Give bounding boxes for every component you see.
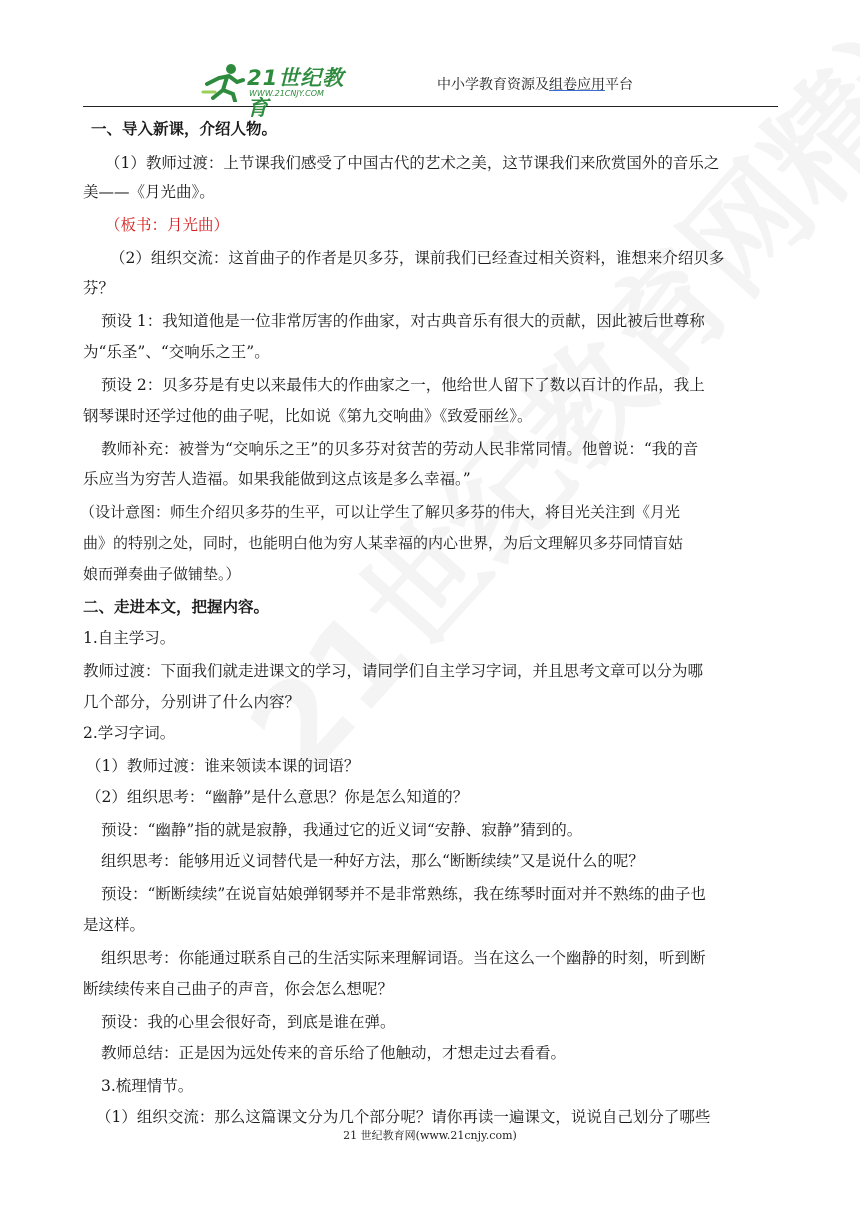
paragraph-line: 2.学习字词。 — [83, 724, 176, 742]
paragraph-line: （2）组织思考：“幽静”是什么意思？你是怎么知道的？ — [86, 788, 469, 806]
section-heading: 二、走进本文，把握内容。 — [83, 597, 270, 616]
paragraph-line: 断续续传来自己曲子的声音，你会怎么想呢？ — [83, 980, 394, 998]
logo-url: WWW.21CNJY.COM — [249, 89, 324, 98]
paragraph-line: （1）教师过渡：上节课我们感受了中国古代的艺术之美，这节课我们来欣赏国外的音乐之 — [105, 154, 720, 172]
paragraph-line: 芬？ — [83, 279, 115, 297]
runner-logo-icon — [201, 62, 247, 102]
paragraph-line: 是这样。 — [83, 916, 146, 934]
logo — [201, 62, 361, 120]
paragraph-line: 预设 1：我知道他是一位非常厉害的作曲家，对古典音乐有很大的贡献，因此被后世尊称 — [101, 312, 705, 330]
page-footer: 21 世纪教育网(www.21cnjy.com) — [343, 1129, 517, 1142]
logo-text: 21世纪教育 — [247, 66, 345, 120]
paragraph-line: 预设：“断断续续”在说盲姑娘弹钢琴并不是非常熟练，我在练琴时面对并不熟练的曲子也 — [101, 885, 706, 903]
paragraph-line: （1）教师过渡：谁来领读本课的词语？ — [86, 757, 360, 775]
design-note: 娘而弹奏曲子做铺垫。） — [83, 565, 241, 583]
paragraph-line: 钢琴课时还学过他的曲子呢，比如说《第九交响曲》《致爱丽丝》。 — [83, 407, 533, 425]
paragraph-line: 几个部分，分别讲了什么内容？ — [83, 693, 301, 711]
paragraph-line: 教师总结：正是因为远处传来的音乐给了他触动，才想走过去看看。 — [101, 1044, 567, 1062]
paragraph-line: 预设 2：贝多芬是有史以来最伟大的作曲家之一，他给世人留下了数以百计的作品，我上 — [101, 376, 705, 394]
board-note: （板书：月光曲） — [105, 216, 230, 234]
paragraph-line: 组织思考：你能通过联系自己的生活实际来理解词语。当在这么一个幽静的时刻，听到断 — [101, 949, 706, 967]
paragraph-line: 乐应当为穷苦人造福。如果我能做到这点该是多么幸福。” — [83, 470, 471, 488]
paragraph-line: 组织思考：能够用近义词替代是一种好方法，那么“断断续续”又是说什么的呢？ — [101, 852, 644, 870]
paragraph-line: 为“乐圣”、“交响乐之王”。 — [83, 343, 270, 361]
page-header — [83, 60, 778, 120]
design-note: 曲》的特别之处，同时，也能明白他为穷人某幸福的内心世界，为后文理解贝多芬同情盲姑 — [83, 534, 684, 552]
platform-title: 中小学教育资源及组卷应用平台 — [437, 77, 633, 93]
paragraph-line: 预设：我的心里会很好奇，到底是谁在弹。 — [101, 1013, 396, 1031]
design-note: （设计意图：师生介绍贝多芬的生平，可以让学生了解贝多芬的伟大，将目光关注到《月光 — [80, 503, 681, 521]
section-heading: 一、导入新课，介绍人物。 — [91, 119, 278, 138]
paragraph-line: 预设：“幽静”指的就是寂静，我通过它的近义词“安静、寂静”猜到的。 — [101, 821, 583, 839]
paragraph-line: 3.梳理情节。 — [101, 1077, 194, 1095]
paragraph-line: （1）组织交流：那么这篇课文分为几个部分呢？请你再读一遍课文，说说自己划分了哪些 — [96, 1108, 711, 1126]
paragraph-line: （2）组织交流：这首曲子的作者是贝多芬，课前我们已经查过相关资料，谁想来介绍贝多 — [110, 249, 725, 267]
paragraph-line: 教师过渡：下面我们就走进课文的学习，请同学们自主学习字词，并且思考文章可以分为哪 — [83, 662, 704, 680]
paragraph-line: 美——《月光曲》。 — [83, 183, 215, 201]
paragraph-line: 1.自主学习。 — [83, 629, 176, 647]
paragraph-line: 教师补充：被誉为“交响乐之王”的贝多芬对贫苦的劳动人民非常同情。他曾说：“我的音 — [101, 440, 699, 458]
